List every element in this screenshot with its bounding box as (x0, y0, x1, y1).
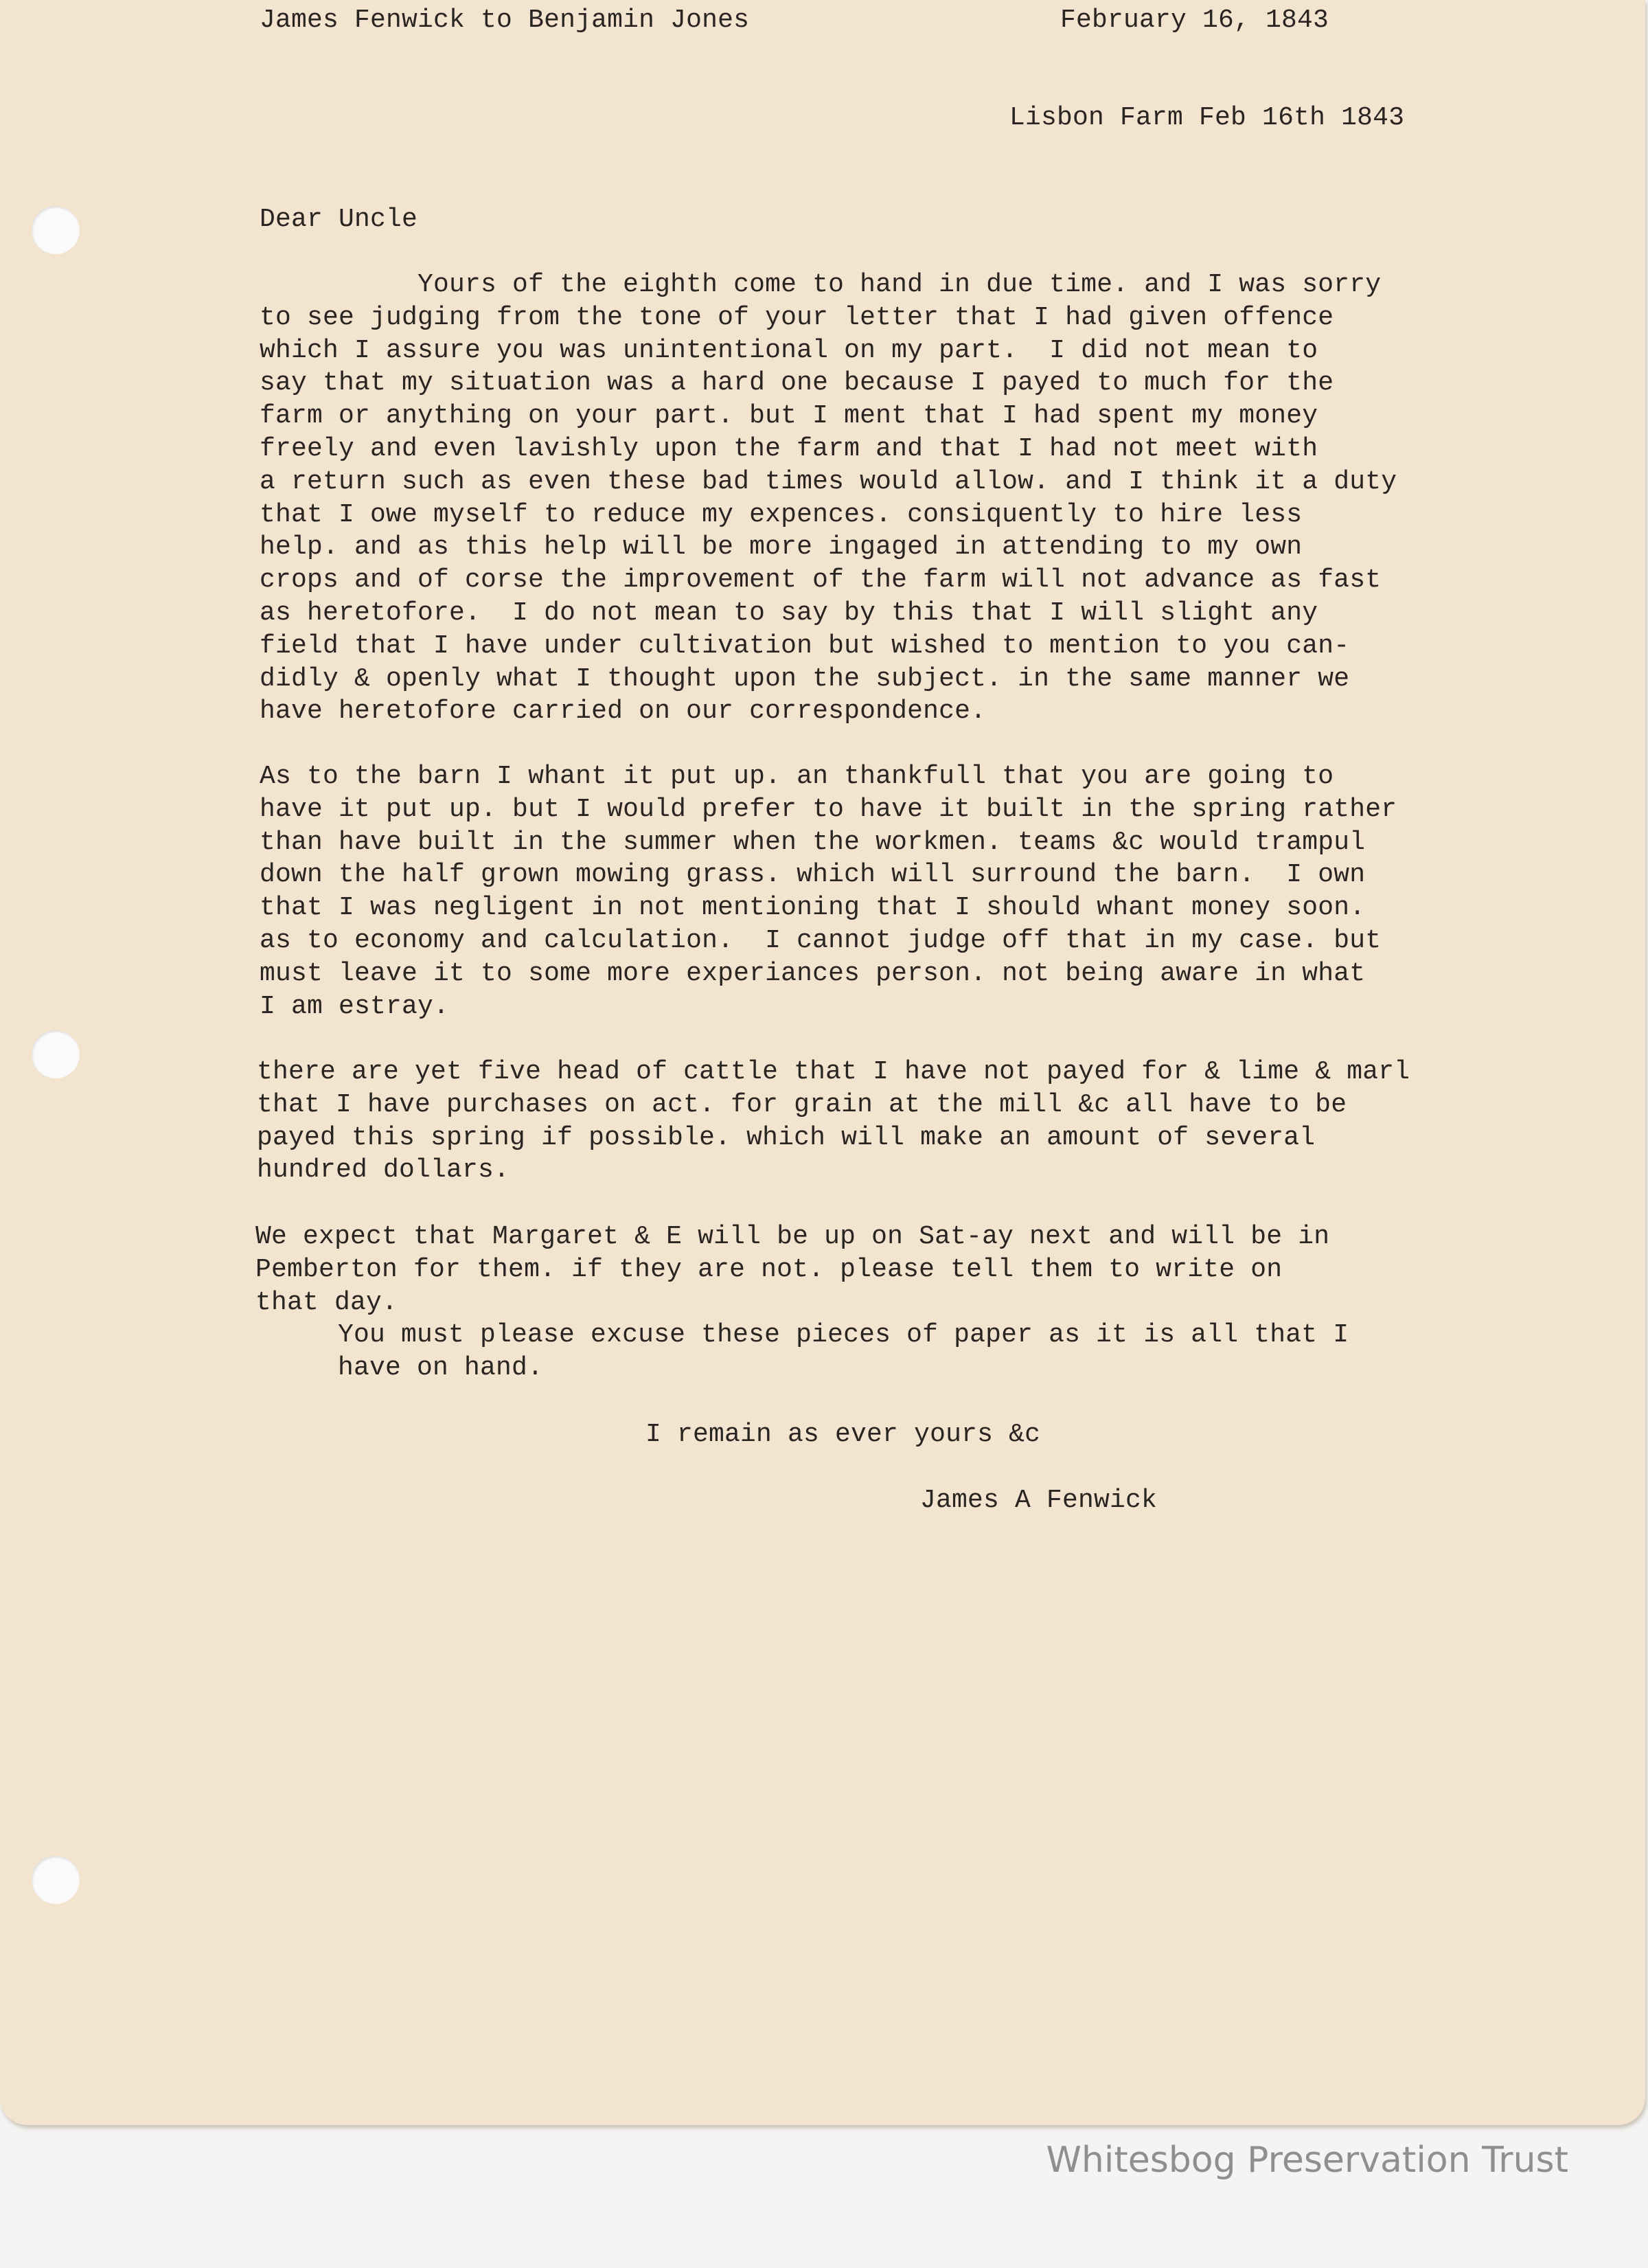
watermark-credit: Whitesbog Preservation Trust (1046, 2140, 1568, 2181)
letter-paragraph-4: We expect that Margaret & E will be up on Sat-ay next and will be in Pemberton for them. if they are not. please tell them to write on that day. (255, 1222, 1330, 1317)
header-date: February 16, 1843 (1060, 5, 1329, 35)
letter-paragraph-2: As to the barn I whant it put up. an thankfull that you are going to have it put up. but I would prefer to have it built in the spring rather than have built in the summer when the workmen. teams &c would trampul down the half grown mowing grass. which will surround the barn. I own that I was negligent in not mentioning that I should whant money soon. as to economy and calculation. I cannot judge off that in my case. but must leave it to some more experiances person. not being aware in what I am estray. (260, 762, 1397, 1021)
letter-paragraph-5: You must please excuse these pieces of paper as it is all that I have on hand. (338, 1320, 1349, 1383)
punch-hole (32, 206, 80, 254)
header-correspondents: James Fenwick to Benjamin Jones (260, 5, 750, 35)
letter-place-date: Lisbon Farm Feb 16th 1843 (1009, 103, 1405, 133)
letter-salutation: Dear Uncle (260, 205, 418, 234)
punch-hole (32, 1856, 80, 1904)
letter-paragraph-3: there are yet five head of cattle that I have not payed for & lime & marl that I have purchases on act. for grain at the mill &c all have to be payed this spring if possible. which will make an amount of several hundred dollars. (257, 1057, 1410, 1186)
letter-signature: James A Fenwick (920, 1486, 1158, 1515)
punch-hole (32, 1030, 80, 1078)
letter-paragraph-1: Yours of the eighth come to hand in due time. and I was sorry to see judging from the tone of your letter that I had given offence which I assure you was unintentional on my part. I did not mean to say that my situation was a hard one because I payed to much for the farm or anything on your part. but I ment that I had spent my money freely and even lavishly upon the farm and that I had not meet with a return such as even these bad times would allow. and I think it a duty that I owe myself to reduce my expences. consiquently to hire less help. and as this help will be more ingaged in attending to my own crops and of corse the improvement of the farm will not advance as fast as heretofore. I do not mean to say by this that I will slight any field that I have under cultivation but wished to mention to you can- didly & openly what I thought upon the subject. in the same manner we have heretofore carried on our correspondence. (260, 270, 1397, 727)
letter-closing: I remain as ever yours &c (645, 1420, 1041, 1449)
